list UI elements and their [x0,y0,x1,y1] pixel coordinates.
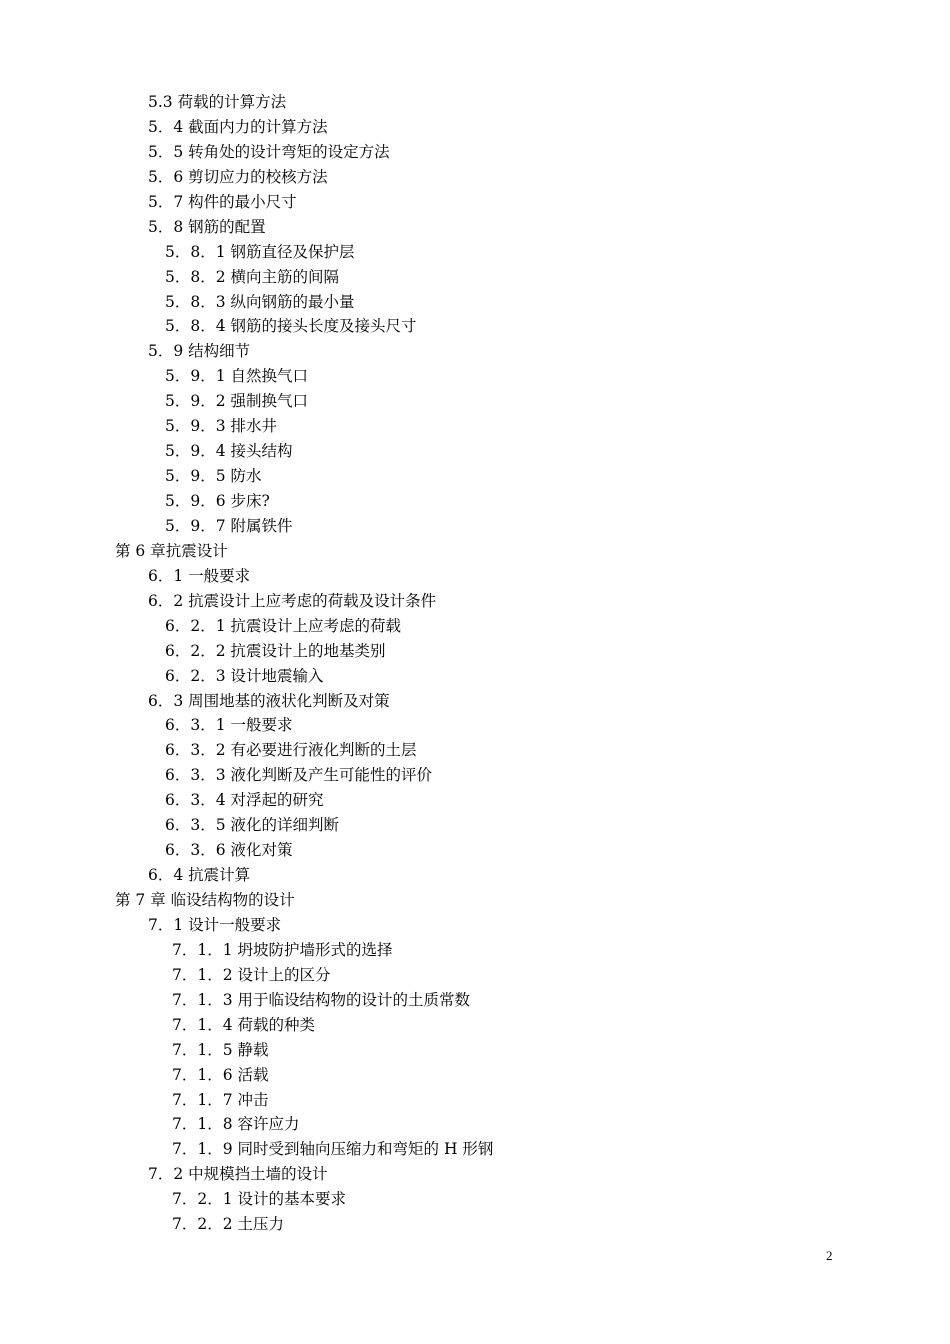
toc-entry [0,290,950,315]
toc-entry-text: 6．1 一般要求 [148,566,251,585]
toc-entry [0,1013,950,1038]
toc-entry [0,489,950,514]
toc-entry [0,364,950,389]
toc-entry-text: 第 6 章抗震设计 [115,541,228,560]
toc-entry-text: 7．1．1 坍坡防护墙形式的选择 [172,940,393,959]
toc-entry [0,639,950,664]
toc-entry [0,389,950,414]
toc-entry [0,265,950,290]
toc-entry-text: 5．4 截面内力的计算方法 [148,117,328,136]
toc-entry [0,963,950,988]
toc-entry [0,938,950,963]
toc-entry [0,1038,950,1063]
toc-entry-text: 5．6 剪切应力的校核方法 [148,167,328,186]
toc-entry [0,1187,950,1212]
toc-entry [0,1112,950,1137]
toc-entry [0,90,950,115]
toc-entry-text: 6．4 抗震计算 [148,866,251,885]
toc-entry-text: 7．1．7 冲击 [172,1090,269,1109]
toc-entry-text: 6．3．3 液化判断及产生可能性的评价 [165,766,433,785]
toc-entry [0,813,950,838]
toc-entry-text: 7．1．8 容许应力 [172,1115,300,1134]
toc-entry-text: 6．2 抗震设计上应考虑的荷载及设计条件 [148,591,437,610]
toc-entry-text: 5．9．6 步床? [165,492,270,510]
toc-entry [0,788,950,813]
toc-entry-text: 5．9．2 强制换气口 [165,392,309,411]
toc-entry-text: 5．9．5 防水 [165,467,262,486]
toc-entry-text: 7．2 中规模挡土墙的设计 [148,1165,328,1184]
toc-entry [0,464,950,489]
toc-entry [0,763,950,788]
toc-entry [0,988,950,1013]
toc-entry-text: 5．8 钢筋的配置 [148,217,266,236]
toc-entry-text: 6．2．1 抗震设计上应考虑的荷载 [165,616,402,635]
toc-entry-text: 第 7 章 临设结构物的设计 [115,891,295,909]
toc-entry [0,738,950,763]
toc-entry [0,1212,950,1237]
toc-entry [0,1088,950,1113]
toc-entry [0,689,950,714]
toc-entry-text: 6．2．2 抗震设计上的地基类别 [165,641,386,660]
toc-entry-text: 5．7 构件的最小尺寸 [148,192,297,211]
toc-entry-text: 7．1．2 设计上的区分 [172,965,331,984]
toc-entry-text: 6．2．3 设计地震输入 [165,666,324,685]
toc-entry [0,240,950,265]
toc-entry [0,664,950,689]
toc-entry-text: 6．3 周围地基的液状化判断及对策 [148,691,390,710]
toc-entry-text: 7．1．4 荷载的种类 [172,1015,316,1034]
toc-entry [0,1137,950,1162]
toc-entry-text: 5．8．4 钢筋的接头长度及接头尺寸 [165,317,417,336]
toc-entry [0,140,950,165]
toc-entry [0,414,950,439]
toc-entry [0,165,950,190]
table-of-contents [0,90,950,1237]
toc-entry-text: 6．3．6 液化对策 [165,841,293,860]
toc-entry-text: 6．3．1 一般要求 [165,716,293,735]
toc-entry-text: 5．8．3 纵向钢筋的最小量 [165,292,355,311]
toc-entry [0,838,950,863]
toc-entry [0,215,950,240]
toc-chapter-heading [0,888,950,913]
toc-entry-text: 5．9 结构细节 [148,342,251,361]
toc-entry-text: 7．2．2 土压力 [172,1215,285,1234]
toc-entry [0,514,950,539]
toc-entry-text: 7．1．6 活载 [172,1065,269,1084]
toc-entry [0,713,950,738]
toc-entry [0,564,950,589]
toc-entry-text: 5.3 荷载的计算方法 [148,93,287,111]
toc-entry [0,913,950,938]
toc-chapter-heading [0,539,950,564]
toc-entry-text: 6．3．5 液化的详细判断 [165,816,340,835]
toc-entry-text: 5．9．3 排水井 [165,417,278,436]
toc-entry-text: 7．2．1 设计的基本要求 [172,1190,347,1209]
toc-entry-text: 7．1．3 用于临设结构物的设计的土质常数 [172,990,471,1009]
toc-entry-text: 5．9．1 自然换气口 [165,367,309,386]
toc-entry-text: 5．8．1 钢筋直径及保护层 [165,242,355,261]
toc-entry-text: 7．1．9 同时受到轴向压缩力和弯矩的 H 形钢 [172,1140,494,1159]
toc-entry [0,439,950,464]
toc-entry [0,589,950,614]
toc-entry [0,863,950,888]
toc-entry [0,314,950,339]
toc-entry-text: 5．9．7 附属铁件 [165,516,293,535]
toc-entry-text: 6．3．2 有必要进行液化判断的土层 [165,741,417,760]
toc-entry-text: 7．1 设计一般要求 [148,915,282,934]
toc-entry-text: 6．3．4 对浮起的研究 [165,791,324,810]
toc-entry [0,339,950,364]
toc-entry-text: 5．8．2 横向主筋的间隔 [165,267,340,286]
page-number: 2 [826,1248,833,1263]
toc-entry [0,1063,950,1088]
toc-entry-text: 5．9．4 接头结构 [165,442,293,461]
toc-entry [0,1162,950,1187]
toc-entry-text: 7．1．5 静载 [172,1040,269,1059]
toc-entry [0,614,950,639]
toc-entry [0,115,950,140]
toc-entry [0,190,950,215]
toc-entry-text: 5．5 转角处的设计弯矩的设定方法 [148,142,390,161]
